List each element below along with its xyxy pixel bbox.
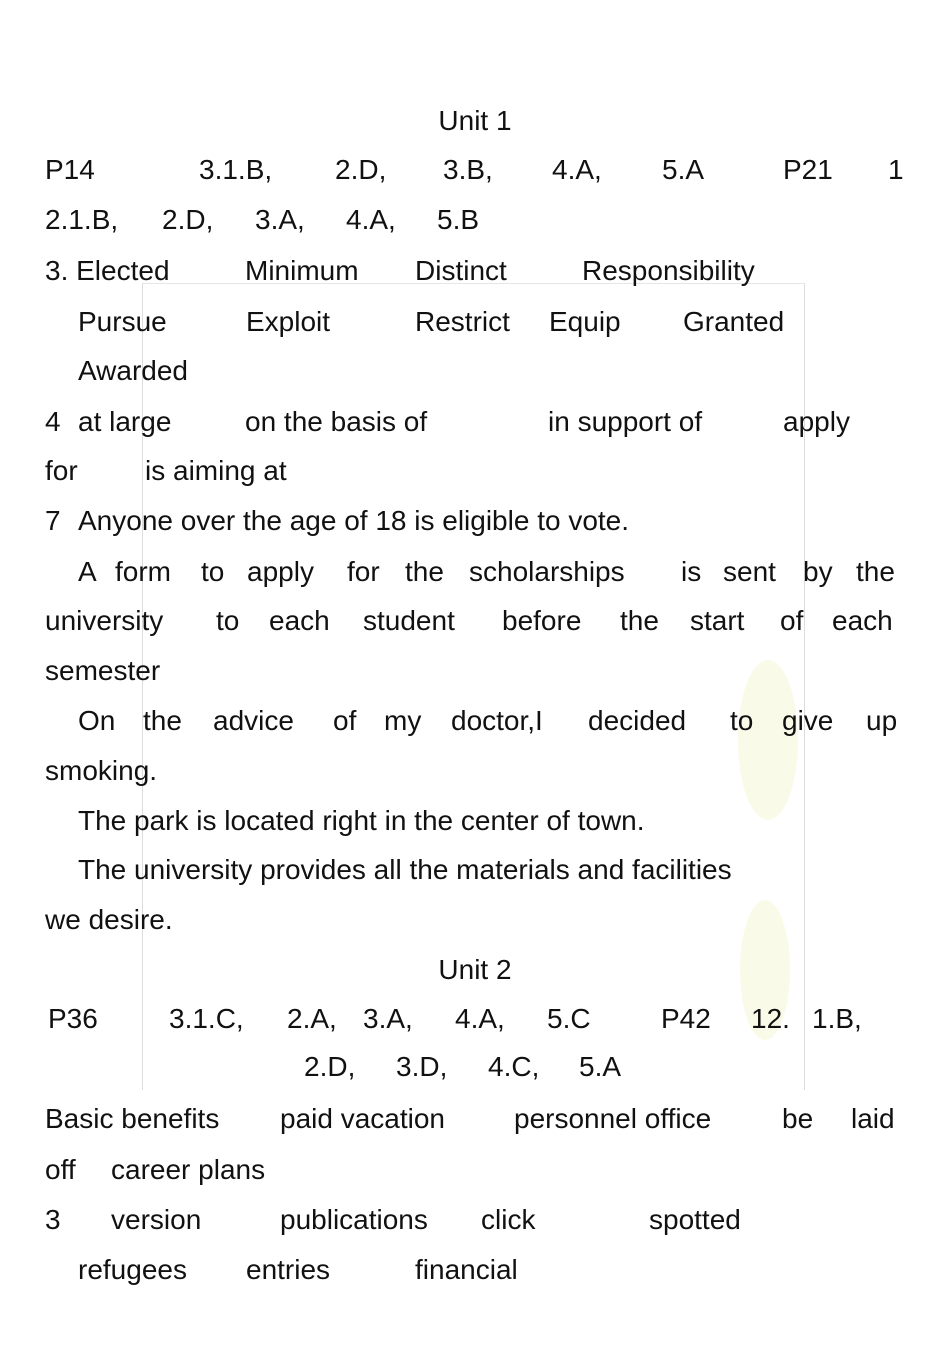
unit-2-title: Unit 2 — [438, 954, 512, 985]
vocab-item: Pursue — [78, 306, 167, 337]
phrase-item: apply — [783, 406, 850, 437]
answer-item: 4.A, — [455, 1003, 505, 1034]
vocab-item: version — [111, 1204, 202, 1235]
phrase-item: personnel office — [514, 1103, 712, 1134]
unit-1-title: Unit 1 — [438, 105, 512, 136]
answer-item: 5.A — [579, 1051, 622, 1082]
answer-item: P36 — [48, 1003, 98, 1034]
answer-item: 3.A, — [255, 204, 305, 235]
word: student — [363, 605, 455, 636]
word: advice — [213, 705, 294, 736]
word: my — [384, 705, 422, 736]
word: before — [502, 605, 582, 636]
answer-item: 5.A — [662, 154, 705, 185]
word: On — [78, 705, 116, 736]
vocab-item: 3 — [45, 1204, 61, 1235]
phrase-item: be — [782, 1103, 814, 1134]
answer-item: P42 — [661, 1003, 711, 1034]
word: by — [803, 556, 833, 587]
vocab-item: publications — [280, 1204, 428, 1235]
word: of — [333, 705, 357, 736]
word: each — [269, 605, 330, 636]
vocab-item: Responsibility — [582, 255, 755, 286]
vocab-item: entries — [246, 1254, 331, 1285]
phrase-item: off — [45, 1154, 76, 1185]
phrase-item: on the basis of — [245, 406, 428, 437]
answer-item: P21 — [783, 154, 833, 185]
answer-item: 4.A, — [552, 154, 602, 185]
vocab-item: Distinct — [415, 255, 507, 286]
word: doctor,I — [451, 705, 543, 736]
word: start — [690, 605, 745, 636]
vocab-item: Minimum — [245, 255, 359, 286]
word: form — [115, 556, 171, 587]
word: is — [681, 556, 702, 587]
vocab-item: Awarded — [78, 355, 189, 386]
phrase-item: in support of — [548, 406, 703, 437]
phrase-item: is aiming at — [145, 455, 287, 486]
sentence: Anyone over the age of 18 is eligible to vote. — [78, 505, 630, 536]
word: the — [405, 556, 444, 587]
word: scholarships — [469, 556, 625, 587]
answer-item: 1.B, — [812, 1003, 862, 1034]
word: semester — [45, 655, 161, 686]
word: to — [730, 705, 754, 736]
vocab-item: 3. Elected — [45, 255, 170, 286]
phrase-item: Basic benefits — [45, 1103, 220, 1134]
word: the — [143, 705, 182, 736]
watermark — [738, 660, 798, 820]
exercise-number: 7 — [45, 505, 61, 536]
word: to — [201, 556, 225, 587]
word: smoking. — [45, 755, 158, 786]
answer-item: 3.B, — [443, 154, 493, 185]
answer-item: 4.C, — [488, 1051, 540, 1082]
phrase-item: 4 — [45, 406, 61, 437]
answer-item: 2.A, — [287, 1003, 337, 1034]
sentence: The university provides all the materials and facilities — [78, 854, 732, 885]
vocab-item: Exploit — [246, 306, 331, 337]
word: to — [216, 605, 240, 636]
answer-item: 2.D, — [335, 154, 387, 185]
phrase-item: at large — [78, 406, 172, 437]
answer-item: 3.1.B, — [199, 154, 273, 185]
word: give — [782, 705, 834, 736]
word: decided — [588, 705, 687, 736]
answer-item: 4.A, — [346, 204, 396, 235]
word: the — [620, 605, 659, 636]
vocab-item: refugees — [78, 1254, 187, 1285]
phrase-item: for — [45, 455, 78, 486]
sentence: The park is located right in the center of town. — [78, 805, 645, 836]
vocab-item: Equip — [549, 306, 621, 337]
answer-item: P14 — [45, 154, 95, 185]
word: apply — [247, 556, 314, 587]
word: A — [78, 556, 97, 587]
vocab-item: Granted — [683, 306, 785, 337]
word: the — [856, 556, 895, 587]
vocab-item: spotted — [649, 1204, 741, 1235]
phrase-item: paid vacation — [280, 1103, 446, 1134]
answer-item: 3.A, — [363, 1003, 413, 1034]
word: up — [866, 705, 898, 736]
word: each — [832, 605, 893, 636]
word: sent — [723, 556, 776, 587]
answer-item: 2.D, — [304, 1051, 356, 1082]
answer-item: 2.D, — [162, 204, 214, 235]
answer-item: 5.C — [547, 1003, 591, 1034]
answer-item: 3.1.C, — [169, 1003, 244, 1034]
vocab-item: Restrict — [415, 306, 510, 337]
phrase-item: career plans — [111, 1154, 266, 1185]
sentence: we desire. — [45, 904, 173, 935]
answer-item: 2.1.B, — [45, 204, 119, 235]
word: of — [780, 605, 804, 636]
answer-item: 3.D, — [396, 1051, 448, 1082]
vocab-item: financial — [415, 1254, 518, 1285]
vocab-item: click — [481, 1204, 536, 1235]
answer-item: 12. — [751, 1003, 790, 1034]
phrase-item: laid — [851, 1103, 895, 1134]
answer-item: 5.B — [437, 204, 480, 235]
answer-item: 1 — [888, 154, 904, 185]
word: university — [45, 605, 164, 636]
word: for — [347, 556, 380, 587]
